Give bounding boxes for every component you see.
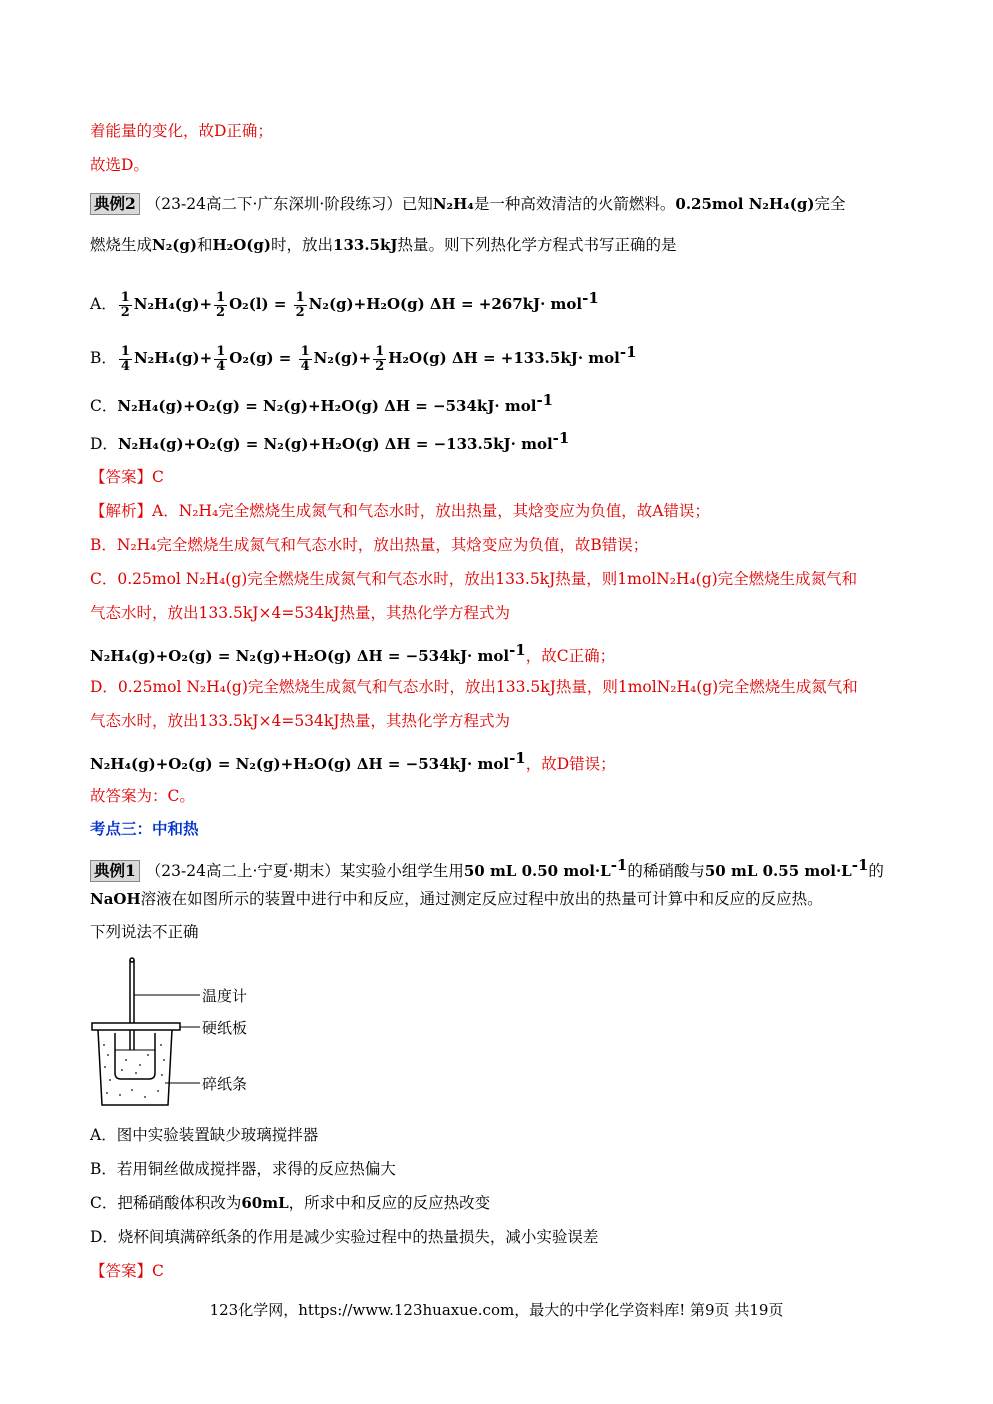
analysis-a: 【解析】A．N₂H₄完全燃烧生成氮气和气态水时，放出热量，其焓变应为负值，故A错误； — [90, 502, 710, 520]
answer: 【答案】C — [90, 1262, 164, 1280]
choice-a: A．图中实验装置缺少玻璃搅拌器 — [90, 1126, 319, 1144]
text-line: 故选D。 — [90, 156, 149, 174]
analysis-c3: N₂H₄(g)+O₂(g) = N₂(g)+H₂O(g) ΔH = −534kJ· mol$^{-1}$，故C正确； — [90, 641, 616, 666]
text: 完全 — [814, 195, 846, 213]
formula: N₂H₄(g)+O₂(g) = N₂(g)+H₂O(g) ΔH = −133.5kJ· mol — [117, 435, 553, 454]
text: 是一种高效清洁的火箭燃料。 — [473, 195, 676, 213]
fraction: $\frac{1}{2}$ — [295, 289, 305, 320]
formula: 0.25mol N₂H₄(g) — [675, 195, 815, 213]
calorimeter-figure — [90, 955, 290, 1115]
answer: 【答案】C — [90, 468, 164, 486]
thermometer-label: 温度计 — [202, 987, 248, 1005]
option-label: A． — [90, 295, 117, 314]
example-1-line2: NaOH溶液在如图所示的装置中进行中和反应，通过测定反应过程中放出的热量可计算中和反应的反应热。 — [90, 890, 823, 908]
formula: N₂H₄ — [432, 195, 474, 213]
analysis-d1: D．0.25mol N₂H₄(g)完全燃烧生成氮气和气态水时，放出133.5kJ热量，则1molN₂H₄(g)完全燃烧生成氮气和 — [90, 678, 858, 696]
paper-label: 碎纸条 — [202, 1075, 248, 1093]
example-2-line1 — [90, 193, 845, 215]
analysis-c2: 气态水时，放出133.5kJ×4=534kJ热量，其热化学方程式为 — [90, 604, 511, 622]
text: 和 — [196, 236, 213, 254]
final-answer: 故答案为：C。 — [90, 787, 195, 805]
example-1-line1: 典例1 （23-24高二上·宁夏·期末）某实验小组学生用50 mL 0.50 $mol\cdot L^{-1}$的稀硝酸与50 mL 0.55 $mol\cdot L^{-1}$的 — [90, 855, 884, 882]
choice-d: D．烧杯间填满碎纸条的作用是减少实验过程中的热量损失，减小实验误差 — [90, 1228, 599, 1246]
formula: 133.5kJ — [333, 236, 398, 254]
option-b: B． $\frac{1}{4}$ N₂H₄(g)+ $\frac{1}{4}$ O₂(g) = $\frac{1}{4}$ N₂(g)+ $\frac{1}{2}$ H₂O(g) ΔH = +133.5kJ· mol$^{-1}$ — [90, 343, 637, 374]
text: 时，放出 — [271, 236, 334, 254]
text: 燃烧生成 — [90, 236, 153, 254]
formula: H₂O(g) — [212, 236, 271, 254]
analysis-d2: 气态水时，放出133.5kJ×4=534kJ热量，其热化学方程式为 — [90, 712, 511, 730]
formula: N₂H₄(g)+O₂(g) = N₂(g)+H₂O(g) ΔH = −534kJ· mol — [117, 397, 537, 416]
fraction: $\frac{1}{2}$ — [120, 289, 130, 320]
option-a: A． $\frac{1}{2}$ N₂H₄(g)+ $\frac{1}{2}$ O₂(l) = $\frac{1}{2}$ N₂(g)+H₂O(g) ΔH = +267kJ· mol$^{-1}$ — [90, 289, 599, 320]
example-tag: 典例1 — [90, 860, 140, 882]
option-c: C．N₂H₄(g)+O₂(g) = N₂(g)+H₂O(g) ΔH = −534kJ· mol$^{-1}$ — [90, 391, 554, 416]
example-tag: 典例2 — [90, 193, 140, 215]
analysis-d3: N₂H₄(g)+O₂(g) = N₂(g)+H₂O(g) ΔH = −534kJ· mol$^{-1}$，故D错误； — [90, 749, 616, 774]
fraction: $\frac{1}{4}$ — [216, 343, 226, 374]
option-d: D．N₂H₄(g)+O₂(g) = N₂(g)+H₂O(g) ΔH = −133.5kJ· mol$^{-1}$ — [90, 429, 570, 454]
example-2-line2 — [90, 235, 677, 255]
text: 热量。则下列热化学方程式书写正确的是 — [397, 236, 677, 254]
analysis-c1: C．0.25mol N₂H₄(g)完全燃烧生成氮气和气态水时，放出133.5kJ热量，则1molN₂H₄(g)完全燃烧生成氮气和 — [90, 570, 858, 588]
choice-b: B．若用铜丝做成搅拌器，求得的反应热偏大 — [90, 1160, 396, 1178]
page-footer: 123化学网，https://www.123huaxue.com，最大的中学化学资料库! 第9页 共19页 — [209, 1301, 784, 1319]
example-1-line3: 下列说法不正确 — [90, 923, 199, 941]
fraction: $\frac{1}{2}$ — [216, 289, 226, 320]
formula: ΔH = +133.5kJ· mol — [451, 349, 620, 368]
fraction: $\frac{1}{2}$ — [375, 343, 385, 374]
text-line: 着能量的变化，故D正确； — [90, 122, 273, 140]
section-heading: 考点三：中和热 — [90, 819, 199, 838]
option-label: B． — [90, 349, 117, 368]
choice-c: C．把稀硝酸体积改为60mL，所求中和反应的反应热改变 — [90, 1194, 491, 1212]
formula: ΔH = +267kJ· mol — [429, 295, 583, 314]
fraction: $\frac{1}{4}$ — [120, 343, 130, 374]
fraction: $\frac{1}{4}$ — [300, 343, 310, 374]
text: （23-24高二下·广东深圳·阶段练习）已知 — [145, 195, 433, 213]
analysis-b: B．N₂H₄完全燃烧生成氮气和气态水时，放出热量，其焓变应为负值，故B错误； — [90, 536, 649, 554]
board-label: 硬纸板 — [202, 1019, 248, 1037]
formula: N₂(g) — [152, 236, 197, 254]
